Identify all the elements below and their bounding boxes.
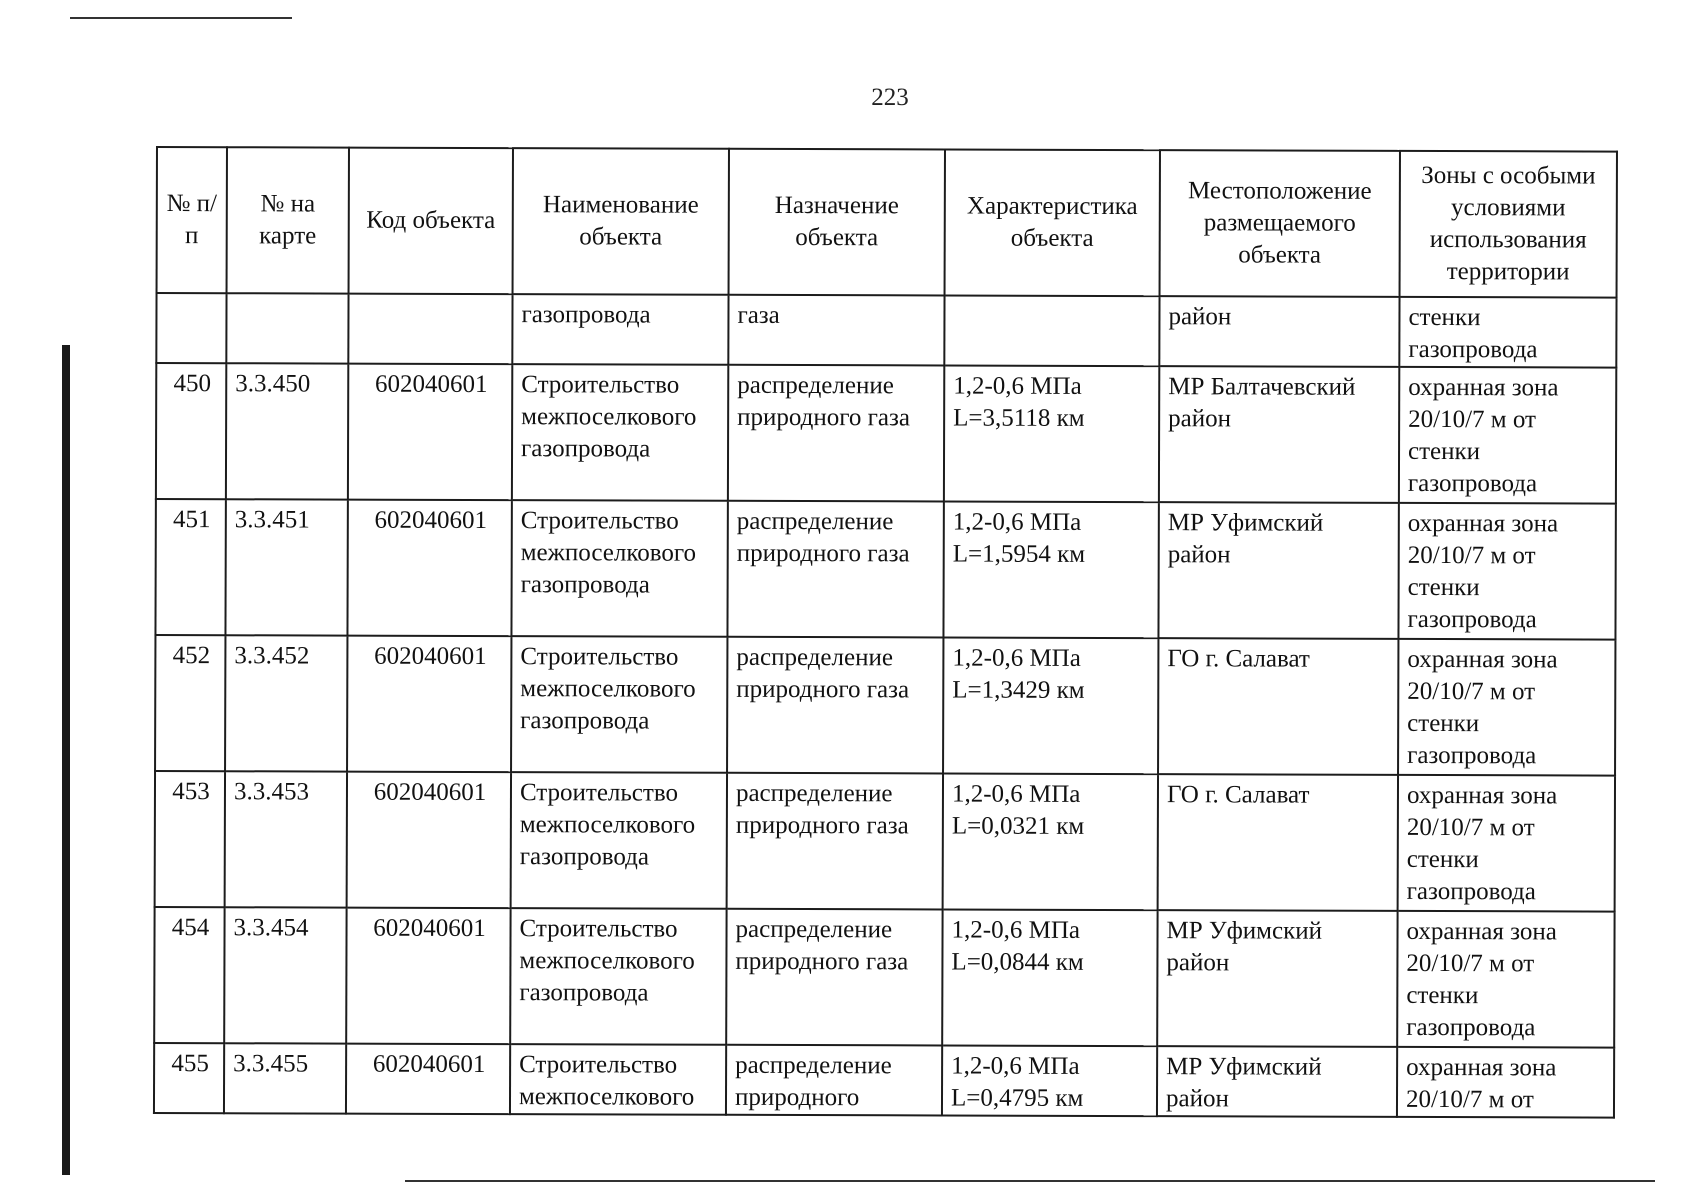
cell-characteristic <box>943 501 1158 638</box>
pressure: 1,2-0,6 МПа <box>951 1052 1080 1080</box>
length: L=1,3429 км <box>952 676 1085 704</box>
cell-location: район <box>1159 296 1399 367</box>
cell-location: МР Уфимский район <box>1158 502 1398 639</box>
cell-code: 602040601 <box>346 1044 510 1115</box>
table-row <box>154 1043 1614 1118</box>
cell-zone: охранная зона 20/10/7 м от стенки газопровода <box>1399 367 1616 504</box>
cell-map: 3.3.454 <box>224 907 346 1043</box>
header-cell: Назначение объекта <box>729 149 945 296</box>
pressure: 1,2-0,6 МПа <box>952 508 1082 536</box>
cell-zone: стенки газопровода <box>1399 297 1616 368</box>
cell-code <box>348 294 512 365</box>
length: L=0,0844 км <box>951 948 1084 976</box>
table-row <box>155 499 1615 640</box>
cell-characteristic <box>944 365 1159 502</box>
cell-code: 602040601 <box>347 500 511 637</box>
cell-map: 3.3.455 <box>224 1043 346 1113</box>
cell-map: 3.3.452 <box>225 635 347 771</box>
page-number: 223 <box>871 84 909 111</box>
header-cell: Наименование объекта <box>513 148 729 295</box>
cell-location: МР Уфимский район <box>1157 910 1397 1047</box>
cell-zone: охранная зона 20/10/7 м от стенки газопровода <box>1397 911 1614 1048</box>
cell-no: 450 <box>156 363 226 499</box>
cell-zone: охранная зона 20/10/7 м от стенки газопровода <box>1398 775 1615 912</box>
bottom-rule <box>405 1180 1655 1182</box>
table-row <box>155 771 1615 912</box>
cell-location: ГО г. Салават <box>1158 638 1398 775</box>
cell-name: Строительство межпоселкового газопровода <box>510 908 726 1045</box>
cell-characteristic <box>944 295 1159 366</box>
header-cell: Характеристика объекта <box>945 149 1160 296</box>
pressure: 1,2-0,6 МПа <box>951 916 1081 944</box>
header-cell: № п/п <box>157 147 227 293</box>
cell-purpose: распределение природного газа <box>728 365 944 502</box>
cell-name: Строительство межпоселкового газопровода <box>511 500 727 637</box>
pressure: 1,2-0,6 МПа <box>952 644 1081 672</box>
cell-purpose: распределение природного газа <box>727 501 943 638</box>
cell-purpose: распределение природного газа <box>726 909 942 1046</box>
cell-location: ГО г. Салават <box>1158 774 1398 911</box>
table-row-continuation <box>156 293 1616 368</box>
pressure: 1,2-0,6 МПа <box>953 372 1082 400</box>
cell-zone: охранная зона 20/10/7 м от <box>1397 1047 1614 1118</box>
cell-map: 3.3.453 <box>225 771 347 907</box>
cell-purpose: газа <box>728 295 944 366</box>
table-header-row <box>157 147 1617 298</box>
header-cell: Код объекта <box>349 148 513 295</box>
pressure: 1,2-0,6 МПа <box>951 780 1081 808</box>
cell-name: Строительство межпоселкового газопровода <box>511 636 727 773</box>
cell-code: 602040601 <box>348 364 512 501</box>
header-cell: Местоположение размещаемого объекта <box>1160 150 1400 297</box>
cell-characteristic <box>942 1045 1157 1116</box>
cell-name: Строительство межпоселкового газопровода <box>512 364 728 501</box>
cell-code: 602040601 <box>347 772 511 909</box>
length: L=0,0321 км <box>951 812 1085 840</box>
cell-characteristic <box>942 909 1157 1046</box>
cell-no: 455 <box>154 1043 224 1113</box>
table-row <box>154 907 1614 1048</box>
objects-table <box>153 146 1618 1119</box>
length: L=0,4795 км <box>950 1084 1084 1112</box>
cell-map <box>226 293 348 363</box>
cell-name: газопровода <box>512 294 728 365</box>
cell-no <box>156 293 226 363</box>
cell-name: Строительство межпоселкового <box>510 1044 726 1115</box>
cell-no: 453 <box>155 771 225 907</box>
cell-location: МР Уфимский район <box>1157 1046 1397 1117</box>
cell-code: 602040601 <box>347 636 511 773</box>
length: L=3,5118 км <box>953 404 1085 432</box>
cell-purpose: распределение природного газа <box>727 637 943 774</box>
length: L=1,5954 км <box>952 540 1086 568</box>
cell-location: МР Балтачевский район <box>1159 366 1399 503</box>
header-cell: Зоны с особыми условиями использования территории <box>1400 151 1617 298</box>
table-body <box>154 293 1617 1118</box>
cell-characteristic <box>943 773 1158 910</box>
cell-no: 451 <box>155 499 225 635</box>
table-row <box>155 635 1615 776</box>
cell-map: 3.3.450 <box>226 363 348 499</box>
cell-no: 454 <box>154 907 224 1043</box>
cell-zone: охранная зона 20/10/7 м от стенки газопровода <box>1398 639 1615 776</box>
table-row <box>156 363 1616 504</box>
cell-name: Строительство межпоселкового газопровода <box>511 772 727 909</box>
cell-purpose: распределение природного <box>726 1045 942 1116</box>
cell-zone: охранная зона 20/10/7 м от стенки газопровода <box>1398 503 1615 640</box>
cell-characteristic <box>943 637 1158 774</box>
cell-code: 602040601 <box>346 908 510 1045</box>
cell-map: 3.3.451 <box>225 499 347 635</box>
cell-purpose: распределение природного газа <box>727 773 943 910</box>
scan-edge-bar <box>62 345 70 1175</box>
top-rule <box>70 17 292 19</box>
cell-no: 452 <box>155 635 225 771</box>
header-cell: № на карте <box>227 147 349 293</box>
